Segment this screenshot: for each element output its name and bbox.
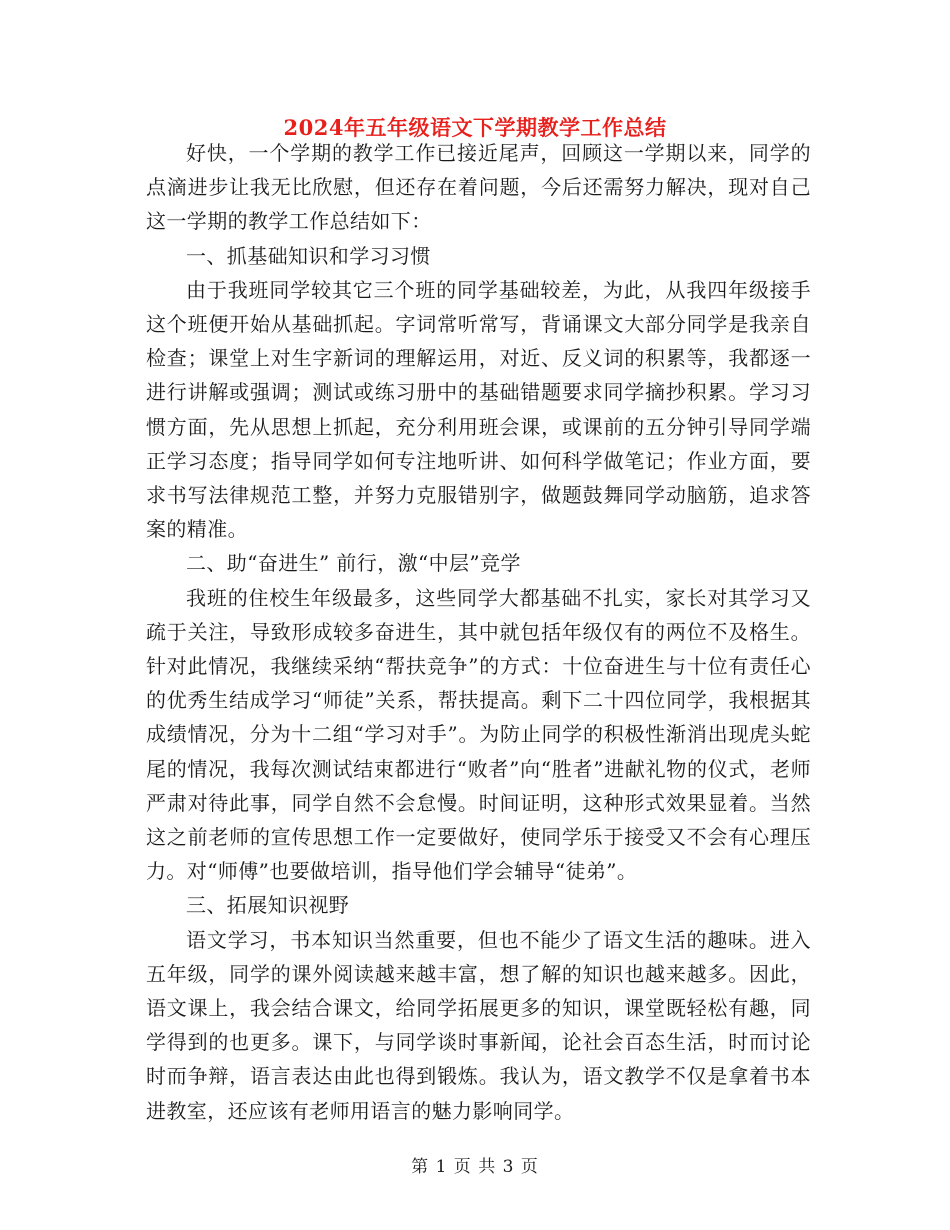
page-number-footer: 第 1 页 共 3 页 bbox=[411, 1157, 539, 1177]
section-paragraph-3: 语文学习，书本知识当然重要，但也不能少了语文生活的趣味。进入五年级，同学的课外阅读越来越丰富，想了解的知识也越来越多。因此，语文课上，我会结合课文，给同学拓展更多的知识，课堂既轻松有趣，同学得到的也更多。课下，与同学谈时事新闻，论社会百态生活，时而讨论时而争辩，语言表达由此也得到锻炼。我认为，语文教学不仅是拿着书本进教室，还应该有老师用语言的魅力影响同学。 bbox=[146, 927, 811, 1123]
intro-paragraph: 好快，一个学期的教学工作已接近尾声，回顾这一学期以来，同学的点滴进步让我无比欣慰，但还存在着问题，今后还需努力解决，现对自己这一学期的教学工作总结如下： bbox=[146, 141, 811, 234]
section-heading-3: 三、拓展知识视野 bbox=[186, 893, 350, 918]
section-paragraph-1: 由于我班同学较其它三个班的同学基础较差，为此，从我四年级接手这个班便开始从基础抓起。字词常听常写，背诵课文大部分同学是我亲自检查；课堂上对生字新词的理解运用，对近、反义词的积累等，我都逐一进行讲解或强调；测试或练习册中的基础错题要求同学摘抄积累。学习习惯方面，先从思想上抓起，充分利用班会课，或课前的五分钟引导同学端正学习态度；指导同学如何专注地听讲、如何科学做笔记；作业方面，要求书写法律规范工整，并努力克服错别字，做题鼓舞同学动脑筋，追求答案的精准。 bbox=[146, 277, 811, 542]
document-body bbox=[146, 136, 811, 1128]
section-heading-1: 一、抓基础知识和学习习惯 bbox=[186, 243, 431, 268]
document-title: 2024年五年级语文下学期教学工作总结 bbox=[283, 115, 667, 140]
section-paragraph-2: 我班的住校生年级最多，这些同学大都基础不扎实，家长对其学习又疏于关注，导致形成较多奋进生，其中就包括年级仅有的两位不及格生。针对此情况，我继续采纳“帮扶竞争”的方式：十位奋进生与十位有责任心的优秀生结成学习“师徒”关系，帮扶提高。剩下二十四位同学，我根据其成绩情况，分为十二组“学习对手”。为防止同学的积极性渐消出现虎头蛇尾的情况，我每次测试结束都进行“败者”向“胜者”进献礼物的仪式，老师严肃对待此事，同学自然不会怠慢。时间证明，这种形式效果显着。当然这之前老师的宣传思想工作一定要做好，使同学乐于接受又不会有心理压力。对“师傅”也要做培训，指导他们学会辅导“徒弟”。 bbox=[146, 585, 811, 884]
section-heading-2: 二、助“奋进生” 前行，激“中层”竞学 bbox=[186, 551, 521, 576]
